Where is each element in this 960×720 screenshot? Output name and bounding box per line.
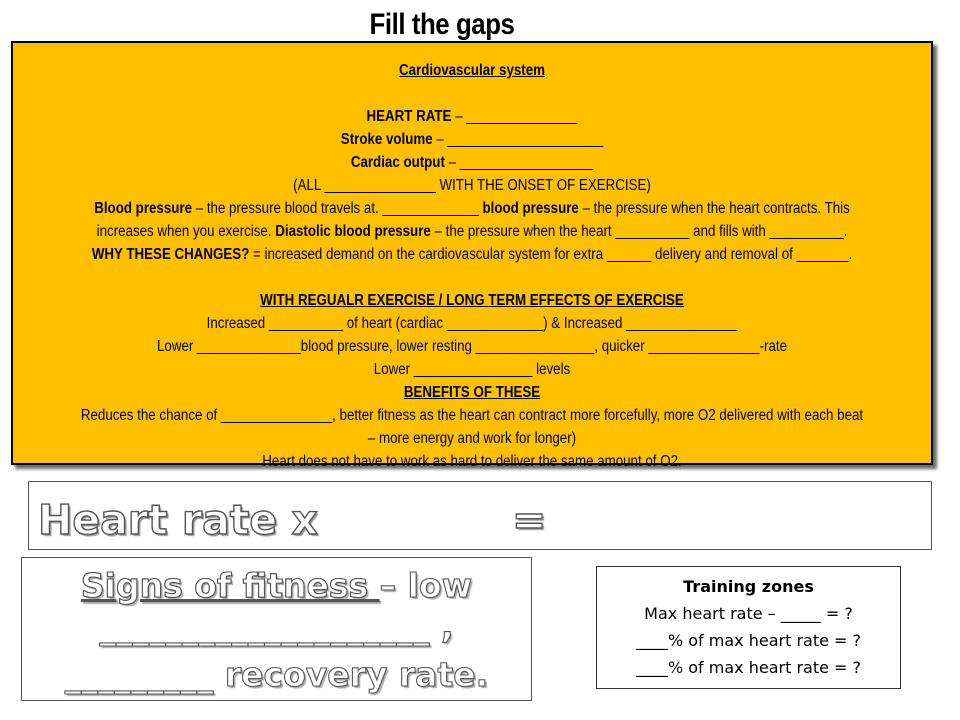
- diastolic-intro: increases when you exercise.: [96, 223, 276, 240]
- systolic-text: – the pressure when the heart contracts. This: [578, 200, 850, 217]
- benefits-line-3: Heart does not have to work as hard to deliver the same amount of O2.: [262, 453, 682, 470]
- cardio-heading: Cardiovascular system: [399, 62, 545, 79]
- benefits-line-2: – more energy and work for longer): [367, 430, 577, 447]
- training-zones-line-2: ____% of max heart rate = ?: [635, 631, 862, 650]
- training-zones-line-1: Max heart rate – _____ = ?: [644, 604, 853, 623]
- heart-rate-equation-text: Heart rate x: [38, 496, 318, 544]
- why-changes-line: [77, 243, 866, 266]
- long-term-heading: WITH REGUALR EXERCISE / LONG TERM EFFECTS OF EXERCISE: [260, 292, 684, 309]
- heart-rate-label: HEART RATE: [366, 108, 452, 125]
- cardiovascular-info-box: [11, 41, 933, 470]
- page-title: Fill the gaps: [369, 8, 515, 41]
- diastolic-label: Diastolic blood pressure: [275, 223, 431, 240]
- signs-of-fitness-line-3: _________ recovery rate.: [64, 655, 489, 694]
- signs-of-fitness-label: Signs of fitness: [80, 566, 380, 605]
- blood-pressure-line: [77, 197, 866, 220]
- onset-of-exercise-line: (ALL _______________ WITH THE ONSET OF EXERCISE): [293, 177, 651, 194]
- systolic-label: blood pressure: [482, 200, 579, 217]
- why-changes-text: = increased demand on the cardiovascular system for extra ______ delivery and removal of _______.: [249, 246, 853, 263]
- long-term-line-3: Lower ________________ levels: [373, 361, 571, 378]
- blood-pressure-label: Blood pressure: [94, 200, 193, 217]
- blood-pressure-text: – the pressure blood travels at. _____________: [192, 200, 483, 217]
- signs-of-fitness-line-1: [21, 566, 532, 605]
- stroke-volume-label: Stroke volume: [340, 131, 433, 148]
- heart-rate-blank: – _______________: [451, 108, 578, 125]
- equals-sign: =: [512, 496, 547, 544]
- stroke-volume-blank: – _____________________: [432, 131, 604, 148]
- signs-of-fitness-line-2: ____________________ ,: [99, 607, 454, 646]
- cardiac-output-line: [77, 151, 866, 174]
- cardiac-output-blank: – __________________: [444, 154, 594, 171]
- diastolic-line: [77, 220, 866, 243]
- stroke-volume-line: [77, 128, 866, 151]
- benefits-heading: BENEFITS OF THESE: [403, 384, 541, 401]
- heart-rate-line: [77, 105, 866, 128]
- signs-low-text: – low: [379, 566, 473, 605]
- training-zones-box: [596, 566, 901, 689]
- long-term-line-2: Lower ______________blood pressure, lower resting ________________, quicker _______________-rate: [157, 338, 787, 355]
- spacer: [13, 266, 931, 289]
- long-term-line-1: Increased __________ of heart (cardiac _____________) & Increased _______________: [206, 315, 738, 332]
- cardiac-output-label: Cardiac output: [350, 154, 445, 171]
- diastolic-text: – the pressure when the heart __________ and fills with __________.: [430, 223, 848, 240]
- why-changes-label: WHY THESE CHANGES?: [91, 246, 250, 263]
- training-zones-line-3: ____% of max heart rate = ?: [635, 658, 862, 677]
- spacer: [13, 82, 931, 105]
- benefits-line-1: Reduces the chance of _______________, better fitness as the heart can contract more forcefully, more O2 delivered with each beat: [80, 407, 864, 424]
- training-zones-title: Training zones: [683, 577, 814, 596]
